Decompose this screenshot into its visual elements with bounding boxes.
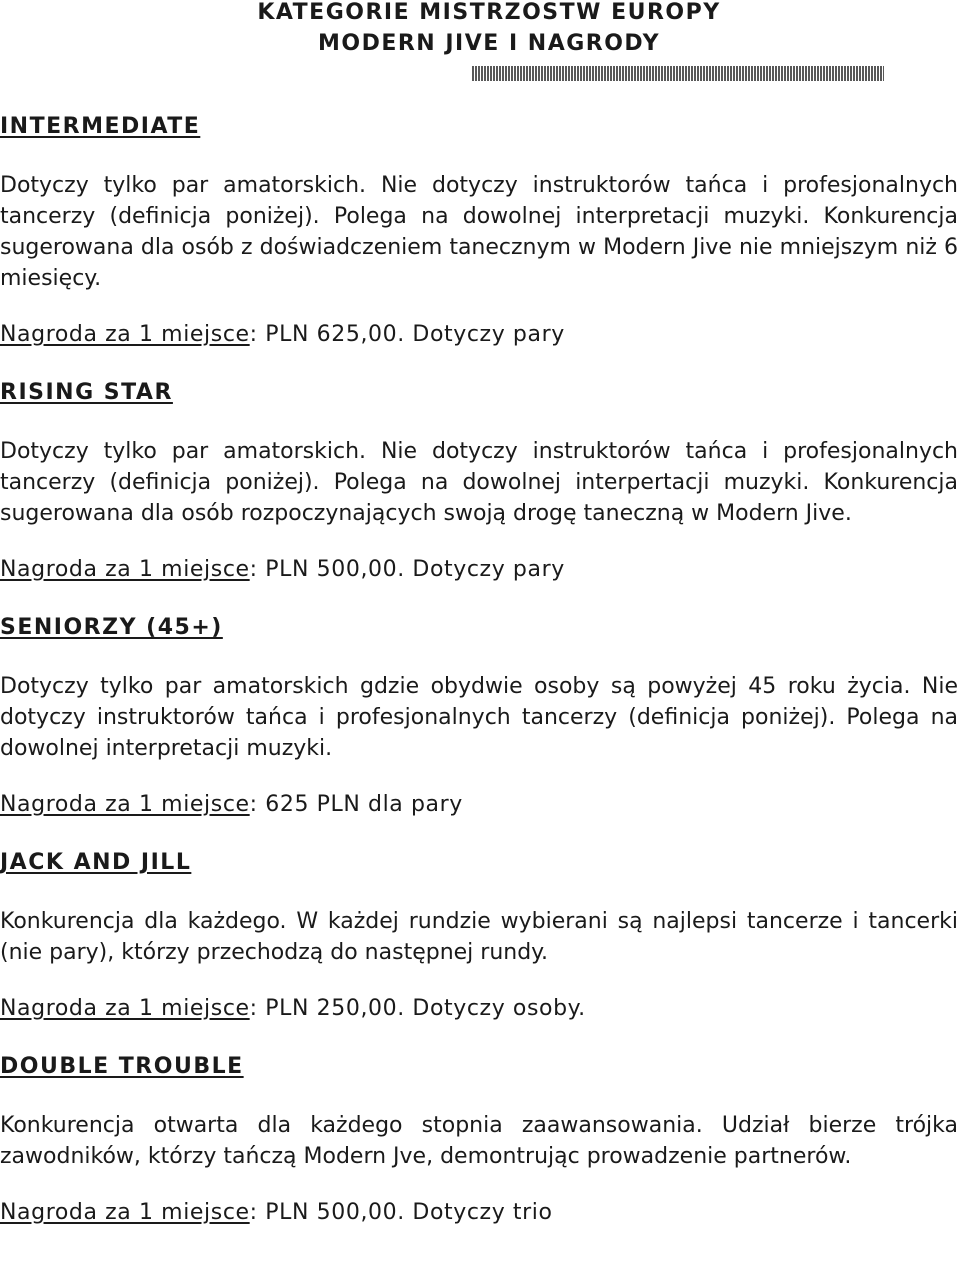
header-title-line-1: KATEGORIE MISTRZOSTW EUROPY xyxy=(257,0,721,25)
section-double-trouble xyxy=(0,1052,958,1228)
prize-line xyxy=(0,1198,958,1228)
document-header xyxy=(0,0,960,59)
section-intermediate xyxy=(0,112,958,350)
prize-line xyxy=(0,320,958,350)
prize-line xyxy=(0,994,958,1024)
prize-value: : PLN 500,00. Dotyczy trio xyxy=(249,1200,553,1225)
section-title: JACK AND JILL xyxy=(0,850,192,875)
header-divider xyxy=(472,66,884,81)
prize-line xyxy=(0,790,958,820)
prize-value: : 625 PLN dla pary xyxy=(249,792,463,817)
section-title: DOUBLE TROUBLE xyxy=(0,1054,244,1079)
prize-value: : PLN 625,00. Dotyczy pary xyxy=(249,322,565,347)
prize-label: Nagroda za 1 miejsce xyxy=(0,1200,250,1225)
section-title: RISING STAR xyxy=(0,380,173,405)
section-description: Dotyczy tylko par amatorskich. Nie dotyczy instruktorów tańca i profesjonalnych tancerzy (definicja poniżej). Polega na dowolnej interpertacji muzyki. Konkurencja sugerowana dla osób rozpoczynających swoją drogę taneczną w Modern Jive. xyxy=(0,439,958,526)
section-description: Konkurencja dla każdego. W każdej rundzie wybierani są najlepsi tancerze i tancerki (nie pary), którzy przechodzą do następnej rundy. xyxy=(0,909,958,965)
section-description: Konkurencja otwarta dla każdego stopnia zaawansowania. Udział bierze trójka zawodników, którzy tańczą Modern Jve, demontrując prowadzenie partnerów. xyxy=(0,1113,958,1169)
prize-label: Nagroda za 1 miejsce xyxy=(0,792,250,817)
section-title: INTERMEDIATE xyxy=(0,114,201,139)
section-rising-star xyxy=(0,378,958,585)
section-description: Dotyczy tylko par amatorskich gdzie obydwie osoby są powyżej 45 roku życia. Nie dotyczy instruktorów tańca i profesjonalnych tancerzy (definicja poniżej). Polega na dowolnej interpretacji muzyki. xyxy=(0,674,958,761)
prize-value: : PLN 250,00. Dotyczy osoby. xyxy=(249,996,586,1021)
prize-label: Nagroda za 1 miejsce xyxy=(0,996,250,1021)
prize-label: Nagroda za 1 miejsce xyxy=(0,322,250,347)
header-title-line-2: MODERN JIVE I NAGRODY xyxy=(317,31,661,56)
section-seniorzy xyxy=(0,613,958,820)
section-jack-and-jill xyxy=(0,848,958,1024)
section-title: SENIORZY (45+) xyxy=(0,615,223,640)
section-description: Dotyczy tylko par amatorskich. Nie dotyczy instruktorów tańca i profesjonalnych tancerzy (definicja poniżej). Polega na dowolnej interpretacji muzyki. Konkurencja sugerowana dla osób z doświadczeniem tanecznym w Modern Jive nie mniejszym niż 6 miesięcy. xyxy=(0,173,958,291)
prize-label: Nagroda za 1 miejsce xyxy=(0,557,250,582)
prize-value: : PLN 500,00. Dotyczy pary xyxy=(249,557,565,582)
document-body xyxy=(0,112,958,1228)
prize-line xyxy=(0,555,958,585)
